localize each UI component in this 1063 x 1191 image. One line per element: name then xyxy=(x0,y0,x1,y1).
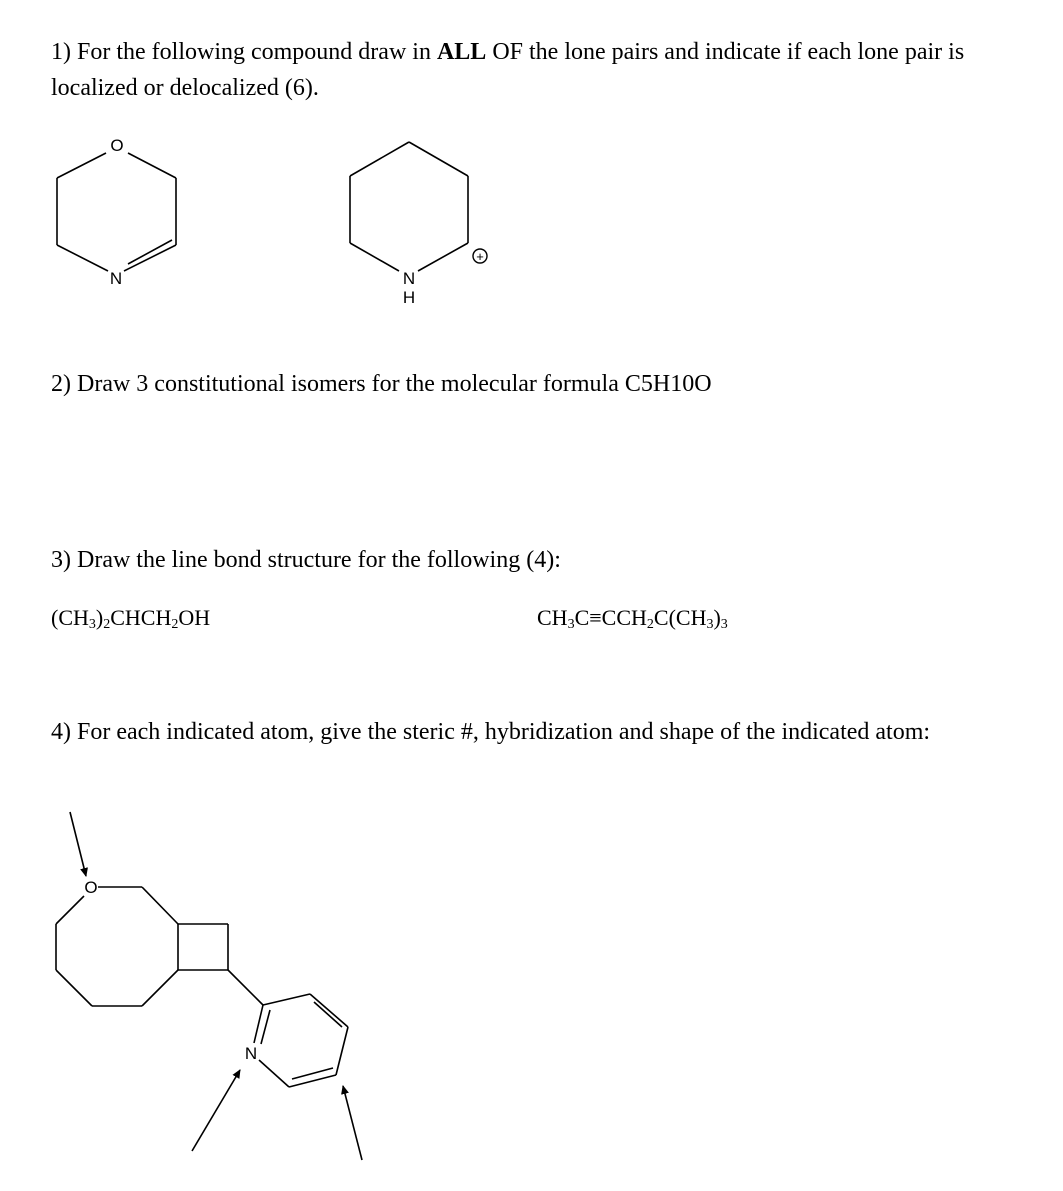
oxygen-atom-label: O xyxy=(84,878,98,897)
formula-a-part: OH xyxy=(178,605,211,630)
question-4-number: 4) xyxy=(51,719,71,745)
positive-charge-label: + xyxy=(476,249,484,264)
formula-a-part: CHCH xyxy=(110,605,172,630)
question-2-text: Draw 3 constitutional isomers for the molecular formula C5H10O xyxy=(77,371,712,397)
nitrogen-atom-label: N xyxy=(402,269,416,288)
oxygen-atom-label: O xyxy=(110,136,124,155)
arrow-to-oxygen-icon xyxy=(70,812,86,876)
question-3-number: 3) xyxy=(51,547,71,573)
formula-b-sub: 2 xyxy=(646,617,654,632)
question-1-text-before: For the following compound draw in xyxy=(77,39,431,65)
formula-b-sub: 3 xyxy=(720,617,728,632)
question-2-number: 2) xyxy=(51,371,71,397)
arrow-to-carbon-icon xyxy=(343,1086,362,1160)
hydrogen-atom-label: H xyxy=(402,288,416,307)
formula-b-sub: 3 xyxy=(706,617,714,632)
question-1-text-after: OF the lone pairs and indicate if each lone pair is localized or delocalized (6). xyxy=(51,39,965,101)
question-1-number: 1) xyxy=(51,39,71,65)
molecule-oxocane-pyridine xyxy=(56,812,362,1160)
formula-a-sub: 2 xyxy=(103,617,111,632)
formula-b-sub: 3 xyxy=(567,617,575,632)
arrow-to-nitrogen-icon xyxy=(192,1070,240,1151)
formula-a-sub: 2 xyxy=(171,617,179,632)
question-1-emphasis: ALL xyxy=(436,39,487,65)
question-4-text: For each indicated atom, give the steric #, hybridization and shape of the indicated atom: xyxy=(77,719,931,745)
formula-b-part: CH xyxy=(537,605,568,630)
formula-b-part: C(CH xyxy=(653,605,707,630)
molecule-piperidine-cation xyxy=(350,142,487,307)
nitrogen-atom-label: N xyxy=(244,1044,258,1063)
formula-a-part: (CH xyxy=(51,605,89,630)
question-3-text: Draw the line bond structure for the following (4): xyxy=(77,547,561,573)
formula-b-part: C≡CCH xyxy=(574,605,647,630)
formula-a-sub: 3 xyxy=(88,617,96,632)
formula-a-part: ) xyxy=(95,605,104,630)
nitrogen-atom-label: N xyxy=(109,269,123,288)
molecule-oxazine xyxy=(57,136,176,288)
formula-b-part: ) xyxy=(713,605,721,630)
